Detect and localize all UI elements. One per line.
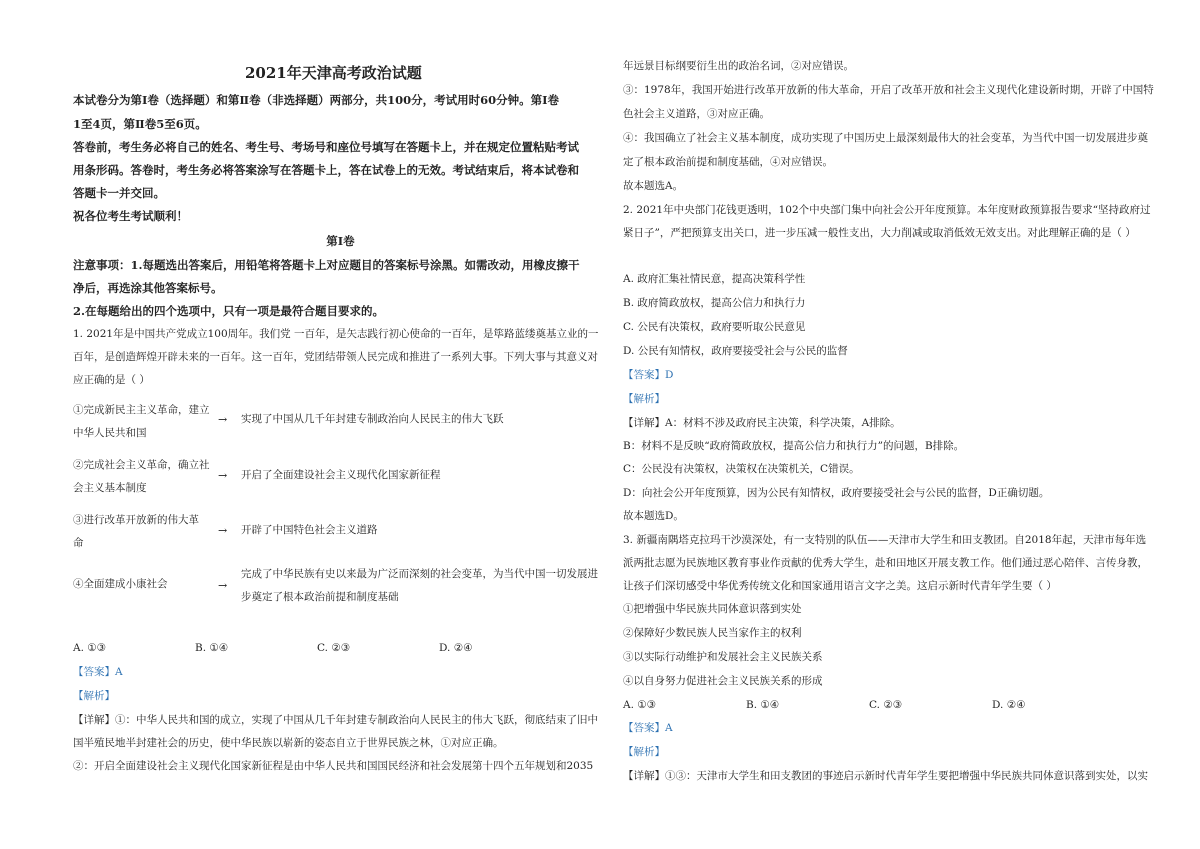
intro-line: 1至4页，第Ⅱ卷5至6页。 — [73, 117, 207, 131]
option-a: A. ①③ — [73, 642, 107, 654]
detail-line: 国半殖民地半封建社会的历史，使中华民族以崭新的姿态自立于世界民族之林，①对应正确。 — [73, 737, 504, 749]
detail-line: 色社会主义道路，③对应正确。 — [623, 108, 770, 120]
notice-line: 注意事项：1.每题选出答案后，用铅笔将答题卡上对应题目的答案标号涂黑。如需改动，用橡皮擦干 — [73, 258, 580, 272]
question-3-text: 派两批志愿为民族地区教育事业作贡献的优秀大学生，赴和田地区开展支教工作。他们通过恶心陪伴、言传身教， — [623, 557, 1148, 569]
question-2-text: 紧日子”，严把预算支出关口，进一步压减一般性支出，大力削减或取消低效无效支出。对此理解正确的是（ ） — [623, 227, 1136, 239]
question-3-text: 3. 新疆南隅塔克拉玛干沙漠深处，有一支特别的队伍——天津市大学生和田支教团。自2018年起，天津市每年选 — [623, 534, 1147, 546]
intro-line: 本试卷分为第Ⅰ卷（选择题）和第Ⅱ卷（非选择题）两部分，共100分，考试用时60分钟。第Ⅰ卷 — [73, 93, 559, 107]
meaning-text: 开启了全面建设社会主义现代化国家新征程 — [241, 469, 441, 481]
intro-line: 答题卡一并交回。 — [73, 186, 165, 200]
question-1-text: 1. 2021年是中国共产党成立100周年。我们党 一百年，是矢志践行初心使命的一百年，是筚路蓝缕奠基立业的一 — [73, 328, 599, 340]
detail-line: 【详解】①③：天津市大学生和田支教团的事迹启示新时代青年学生要把增强中华民族共同体意识落到实处，以实 — [623, 770, 1148, 782]
detail-line: ④：我国确立了社会主义基本制度，成功实现了中国历史上最深刻最伟大的社会变革，为当代中国一切发展进步奠 — [623, 132, 1148, 144]
detail-line: ③：1978年，我国开始进行改革开放新的伟大革命，开启了改革开放和社会主义现代化建设新时期，开辟了中国特 — [623, 84, 1154, 96]
option-b: B. ①④ — [195, 642, 229, 654]
detail-line: 定了根本政治前提和制度基础，④对应错误。 — [623, 156, 833, 168]
q2-option-d: D. 公民有知情权，政府要接受社会与公民的监督 — [623, 345, 848, 357]
question-1-text: 百年，是创造辉煌开辟未来的一百年。这一百年，党团结带领人民完成和推进了一系列大事。下列大事与其意义对 — [73, 351, 598, 363]
arrow-icon: → — [218, 413, 228, 426]
section-heading: 第Ⅰ卷 — [326, 234, 355, 248]
analysis-label: 【解析】 — [623, 746, 665, 758]
q2-option-c: C. 公民有决策权，政府要听取公民意见 — [623, 321, 806, 333]
statement-item: ③以实际行动维护和发展社会主义民族关系 — [623, 651, 823, 663]
analysis-label: 【解析】 — [623, 393, 665, 405]
wish-line: 祝各位考生考试顺利！ — [73, 209, 188, 223]
event-text: ④全面建成小康社会 — [73, 578, 168, 590]
q3-option-d: D. ②④ — [992, 699, 1026, 711]
notice-line: 净后，再选涂其他答案标号。 — [73, 281, 223, 295]
question-2-text: 2. 2021年中央部门花钱更透明，102个中央部门集中向社会公开年度预算。本年度财政预算报告要求“坚持政府过 — [623, 204, 1151, 216]
q3-option-b: B. ①④ — [746, 699, 780, 711]
option-c: C. ②③ — [317, 642, 351, 654]
q3-option-a: A. ①③ — [623, 699, 657, 711]
notice-line: 2.在每题给出的四个选项中，只有一项是最符合题目要求的。 — [73, 304, 385, 318]
detail-line: B：材料不是反映“政府简政放权，提高公信力和执行力”的问题，B排除。 — [623, 440, 965, 452]
event-text: ③进行改革开放新的伟大革 — [73, 514, 199, 526]
detail-line: 【详解】①：中华人民共和国的成立，实现了中国从几千年封建专制政治向人民民主的伟大飞跃，彻底结束了旧中 — [73, 714, 598, 726]
analysis-label: 【解析】 — [73, 690, 115, 702]
meaning-text: 实现了中国从几千年封建专制政治向人民民主的伟大飞跃 — [241, 413, 504, 425]
event-text: ①完成新民主主义革命，建立 — [73, 404, 210, 416]
answer-label: 【答案】A — [623, 722, 673, 734]
intro-line: 用条形码。答卷时，考生务必将答案涂写在答题卡上，答在试卷上的无效。考试结束后，将本试卷和 — [73, 163, 579, 177]
q2-option-b: B. 政府简政放权，提高公信力和执行力 — [623, 297, 806, 309]
statement-item: ①把增强中华民族共同体意识落到实处 — [623, 603, 802, 615]
conclusion-line: 故本题选D。 — [623, 510, 684, 522]
q3-option-c: C. ②③ — [869, 699, 903, 711]
meaning-text: 步奠定了根本政治前提和制度基础 — [241, 591, 399, 603]
arrow-icon: → — [218, 524, 228, 537]
detail-line: ②：开启全面建设社会主义现代化国家新征程是由中华人民共和国国民经济和社会发展第十四个五年规划和2035 — [73, 760, 594, 772]
detail-line: C：公民没有决策权，决策权在决策机关，C错误。 — [623, 463, 860, 475]
question-1-text: 应正确的是（ ） — [73, 374, 150, 386]
detail-line: 年远景目标纲要衍生出的政治名词，②对应错误。 — [623, 60, 854, 72]
intro-line: 答卷前，考生务必将自己的姓名、考生号、考场号和座位号填写在答题卡上，并在规定位置粘贴考试 — [73, 140, 579, 154]
meaning-text: 开辟了中国特色社会主义道路 — [241, 524, 378, 536]
statement-item: ④以自身努力促进社会主义民族关系的形成 — [623, 675, 823, 687]
q2-option-a: A. 政府汇集社情民意，提高决策科学性 — [623, 273, 806, 285]
conclusion-line: 故本题选A。 — [623, 180, 684, 192]
answer-label: 【答案】D — [623, 369, 674, 381]
event-text: 命 — [73, 537, 84, 549]
detail-line: 【详解】A：材料不涉及政府民主决策，科学决策，A排除。 — [623, 417, 901, 429]
page-title: 2021年天津高考政治试题 — [245, 64, 422, 82]
event-text: 中华人民共和国 — [73, 427, 147, 439]
option-d: D. ②④ — [439, 642, 473, 654]
answer-label: 【答案】A — [73, 666, 123, 678]
event-text: 会主义基本制度 — [73, 482, 147, 494]
arrow-icon: → — [218, 579, 228, 592]
event-text: ②完成社会主义革命，确立社 — [73, 459, 210, 471]
question-3-text: 让孩子们深切感受中华优秀传统文化和国家通用语言文字之美。这启示新时代青年学生要（ ） — [623, 580, 1057, 592]
meaning-text: 完成了中华民族有史以来最为广泛而深刻的社会变革，为当代中国一切发展进 — [241, 568, 598, 580]
detail-line: D：向社会公开年度预算，因为公民有知情权，政府要接受社会与公民的监督，D正确切题。 — [623, 487, 1050, 499]
arrow-icon: → — [218, 469, 228, 482]
statement-item: ②保障好少数民族人民当家作主的权利 — [623, 627, 802, 639]
